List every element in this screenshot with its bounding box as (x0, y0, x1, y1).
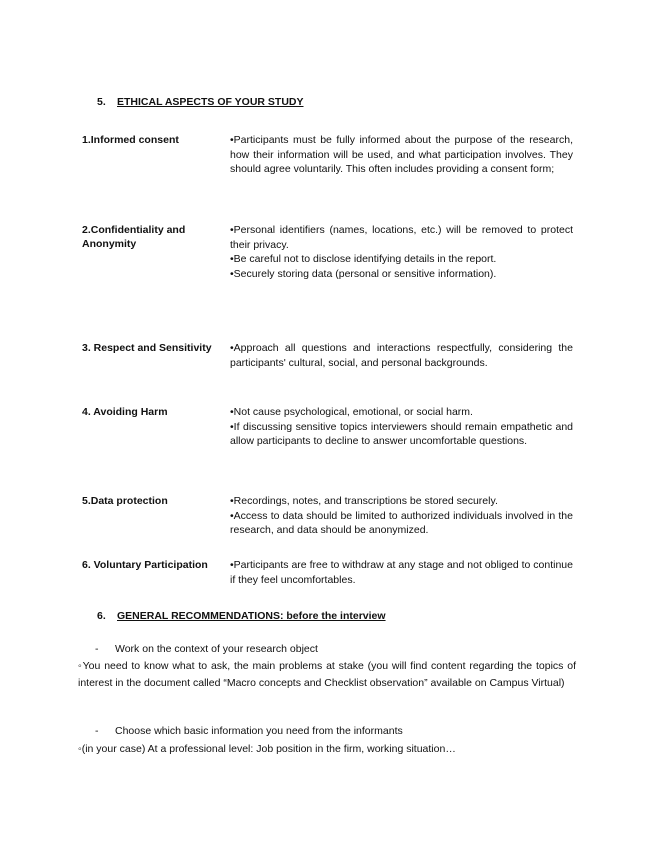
row-label-avoiding-harm: 4. Avoiding Harm (82, 406, 168, 418)
section-6-heading (97, 610, 386, 622)
row-line: •Personal identifiers (names, locations, etc.) will be removed to protect their privacy. (230, 224, 573, 251)
row-line: •Not cause psychological, emotional, or social harm. (230, 406, 473, 418)
row-body-informed-consent (230, 133, 573, 177)
dash-marker: - (95, 643, 99, 655)
row-label-data-protection: 5.Data protection (82, 495, 168, 507)
row-line: •Approach all questions and interactions respectfully, considering the participants' cultural, social, and personal backgrounds. (230, 342, 573, 369)
row-label-informed-consent: 1.Informed consent (82, 134, 179, 146)
recommendation-detail: ◦You need to know what to ask, the main problems at stake (you will find content regarding the topics of interest in the document called “Macro concepts and Checklist observation” available on Campus Virtual) (78, 660, 576, 689)
row-body-voluntary (230, 558, 573, 587)
row-line: •Be careful not to disclose identifying details in the report. (230, 253, 497, 265)
dash-marker: - (95, 725, 99, 737)
row-line: •Access to data should be limited to authorized individuals involved in the research, and data should be anonymized. (230, 509, 573, 536)
recommendation-detail: ◦(in your case) At a professional level: Job position in the firm, working situation… (78, 743, 456, 755)
row-label-confidentiality: 2.Confidentiality and Anonymity (82, 224, 186, 250)
recommendation-heading-text: Choose which basic information you need from the informants (115, 725, 403, 737)
row-body-confidentiality (230, 223, 573, 281)
recommendation-heading-text: Work on the context of your research object (115, 643, 318, 655)
row-line: •If discussing sensitive topics interviewers should remain empathetic and allow participants to decline to answer uncomfortable questions. (230, 420, 573, 447)
row-line: •Recordings, notes, and transcriptions be stored securely. (230, 495, 498, 507)
row-body-avoiding-harm (230, 405, 573, 449)
row-body-respect (230, 341, 573, 370)
row-label-voluntary: 6. Voluntary Participation (82, 559, 208, 571)
row-label-respect: 3. Respect and Sensitivity (82, 342, 212, 354)
section-6-title: GENERAL RECOMMENDATIONS: before the interview (117, 610, 386, 622)
section-6-number: 6. (97, 610, 106, 622)
recommendation-heading (95, 643, 318, 655)
row-line: •Participants are free to withdraw at any stage and not obliged to continue if they feel uncomfortables. (230, 559, 573, 586)
section-5-number: 5. (97, 96, 106, 108)
section-5-title: ETHICAL ASPECTS OF YOUR STUDY (117, 96, 304, 108)
row-body-data-protection (230, 494, 573, 538)
row-line: •Securely storing data (personal or sensitive information). (230, 267, 497, 280)
section-5-heading (97, 96, 304, 108)
row-line: •Participants must be fully informed about the purpose of the research, how their information will be used, and what participation involves. They should agree voluntarily. This often includes providing a consent form; (230, 134, 573, 175)
recommendation-heading (95, 725, 403, 737)
